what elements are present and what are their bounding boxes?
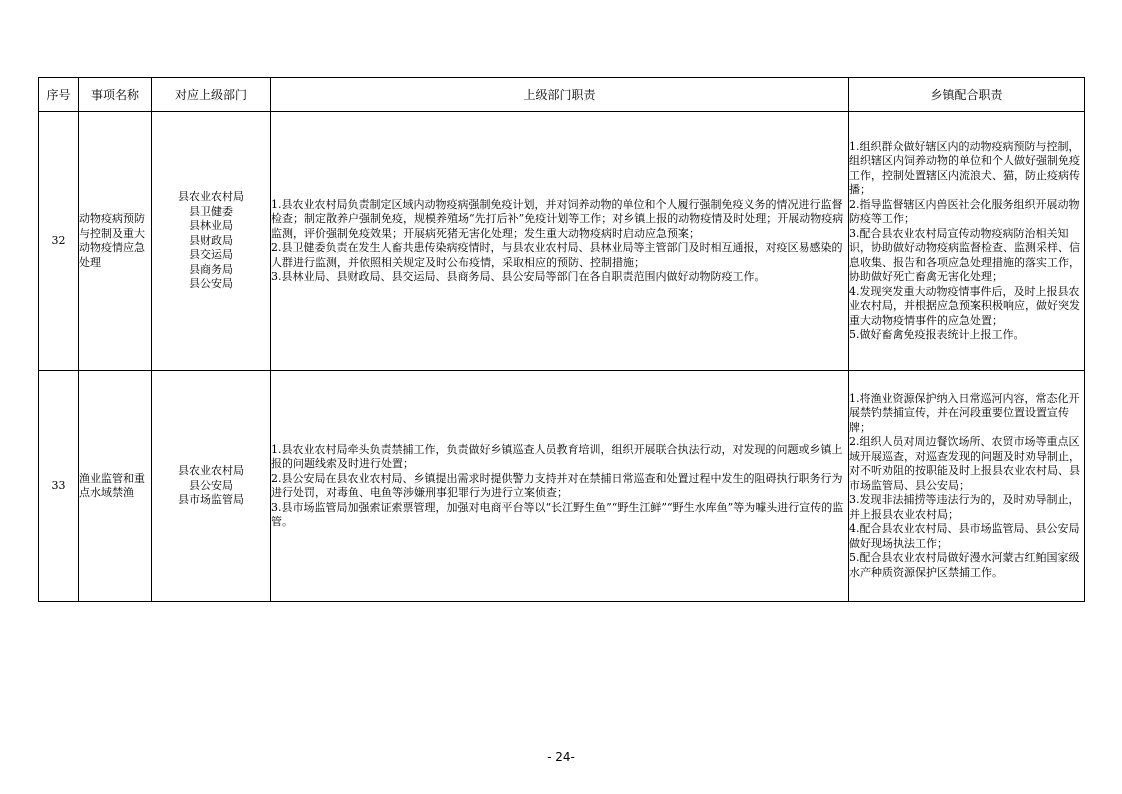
town-item: 3.配合县农业农村局宣传动物疫病防治相关知识，协助做好动物疫病监督检查、监测采样、信息收集、报告和各项应急处理措施的落实工作，协助做好死亡畜禽无害化处理； <box>849 226 1080 283</box>
row-number: 33 <box>39 371 79 602</box>
dept-item: 县财政局 <box>189 233 233 247</box>
row-number: 32 <box>39 112 79 371</box>
table-row <box>39 112 1085 371</box>
town-item: 1.组织群众做好辖区内的动物疫病预防与控制，组织辖区内饲养动物的单位和个人做好强制免疫工作，控制处置辖区内流浪犬、猫，防止疫病传播； <box>849 139 1080 196</box>
table-header-row <box>39 78 1085 112</box>
town-item: 2.组织人员对周边餐饮场所、农贸市场等重点区域开展巡查，对巡查发现的问题及时劝导制止，对不听劝阻的按职能及时上报县农业农村局、县市场监管局、县公安局； <box>849 435 1080 492</box>
dept-item: 县商务局 <box>189 262 233 276</box>
dept-item: 县公安局 <box>189 478 233 492</box>
dept-item: 县卫健委 <box>189 204 233 218</box>
dept-item: 县交运局 <box>189 248 233 262</box>
town-item: 4.发现突发重大动物疫情事件后，及时上报县农业农村局，并根据应急预案积极响应，做好突发重大动物疫情事件的应急处置； <box>849 284 1080 327</box>
item-name: 渔业监管和重点水域禁渔 <box>79 371 152 602</box>
table-row <box>39 371 1085 602</box>
duty-item: 1.县农业农村局牵头负责禁捕工作，负责做好乡镇巡查人员教育培训，组织开展联合执法行动，对发现的问题或乡镇上报的问题线索及时进行处置； <box>271 442 843 470</box>
duty-item: 3.县林业局、县财政局、县交运局、县商务局、县公安局等部门在各自职责范围内做好动物防疫工作。 <box>271 270 766 283</box>
dept-item: 县农业农村局 <box>178 190 244 204</box>
town-item: 5.配合县农业农村局做好漫水河蒙古红鲌国家级水产种质资源保护区禁捕工作。 <box>849 551 1080 579</box>
header-duty: 上级部门职责 <box>271 78 849 112</box>
header-no: 序号 <box>39 78 79 112</box>
dept-item: 县农业农村局 <box>178 464 244 478</box>
dept-list <box>152 112 271 371</box>
duty-table <box>38 77 1085 602</box>
town-item: 1.将渔业资源保护纳入日常巡河内容，常态化开展禁钓禁捕宣传，并在河段重要位置设置宣传牌； <box>849 391 1080 434</box>
page-number: - 24- <box>547 750 575 764</box>
duty-item: 2.县公安局在县农业农村局、乡镇提出需求时提供警力支持并对在禁捕日常巡查和处置过程中发生的阻碍执行职务行为进行处罚，对毒鱼、电鱼等涉嫌刑事犯罪行为进行立案侦查； <box>271 471 843 499</box>
header-name: 事项名称 <box>79 78 152 112</box>
superior-duties <box>271 112 849 371</box>
duty-item: 3.县市场监管局加强索证索票管理，加强对电商平台等以“长江野生鱼”“野生江鲜”“野生水库鱼”等为噱头进行宣传的监管。 <box>271 500 844 528</box>
dept-item: 县林业局 <box>189 219 233 233</box>
superior-duties <box>271 371 849 602</box>
duty-item: 2.县卫健委负责在发生人畜共患传染病疫情时，与县农业农村局、县林业局等主管部门及时相互通报，对疫区易感染的人群进行监测，并依照相关规定及时公布疫情，采取相应的预防、控制措施； <box>271 241 843 269</box>
dept-list <box>152 371 271 602</box>
town-duties <box>849 371 1085 602</box>
town-item: 5.做好畜禽免疫报表统计上报工作。 <box>849 328 1025 341</box>
town-item: 2.指导监督辖区内兽医社会化服务组织开展动物防疫等工作； <box>849 197 1080 225</box>
header-dept: 对应上级部门 <box>152 78 271 112</box>
item-name: 动物疫病预防与控制及重大动物疫情应急处理 <box>79 112 152 371</box>
town-item: 3.发现非法捕捞等违法行为的，及时劝导制止，并上报县农业农村局； <box>849 493 1080 521</box>
header-town: 乡镇配合职责 <box>849 78 1085 112</box>
duty-item: 1.县农业农村局负责制定区域内动物疫病强制免疫计划，并对饲养动物的单位和个人履行强制免疫义务的情况进行监督检查；制定散养户强制免疫，规模养殖场“先打后补”免疫计划等工作；对乡镇上报的动物疫情及时处理；开展动物疫病监测，评价强制免疫效果；开展病死猪无害化处理；发生重大动物疫病时启动应急预案； <box>271 197 844 240</box>
town-item: 4.配合县农业农村局、县市场监管局、县公安局做好现场执法工作； <box>849 522 1080 550</box>
town-duties <box>849 112 1085 371</box>
dept-item: 县公安局 <box>189 277 233 291</box>
dept-item: 县市场监管局 <box>178 493 244 507</box>
